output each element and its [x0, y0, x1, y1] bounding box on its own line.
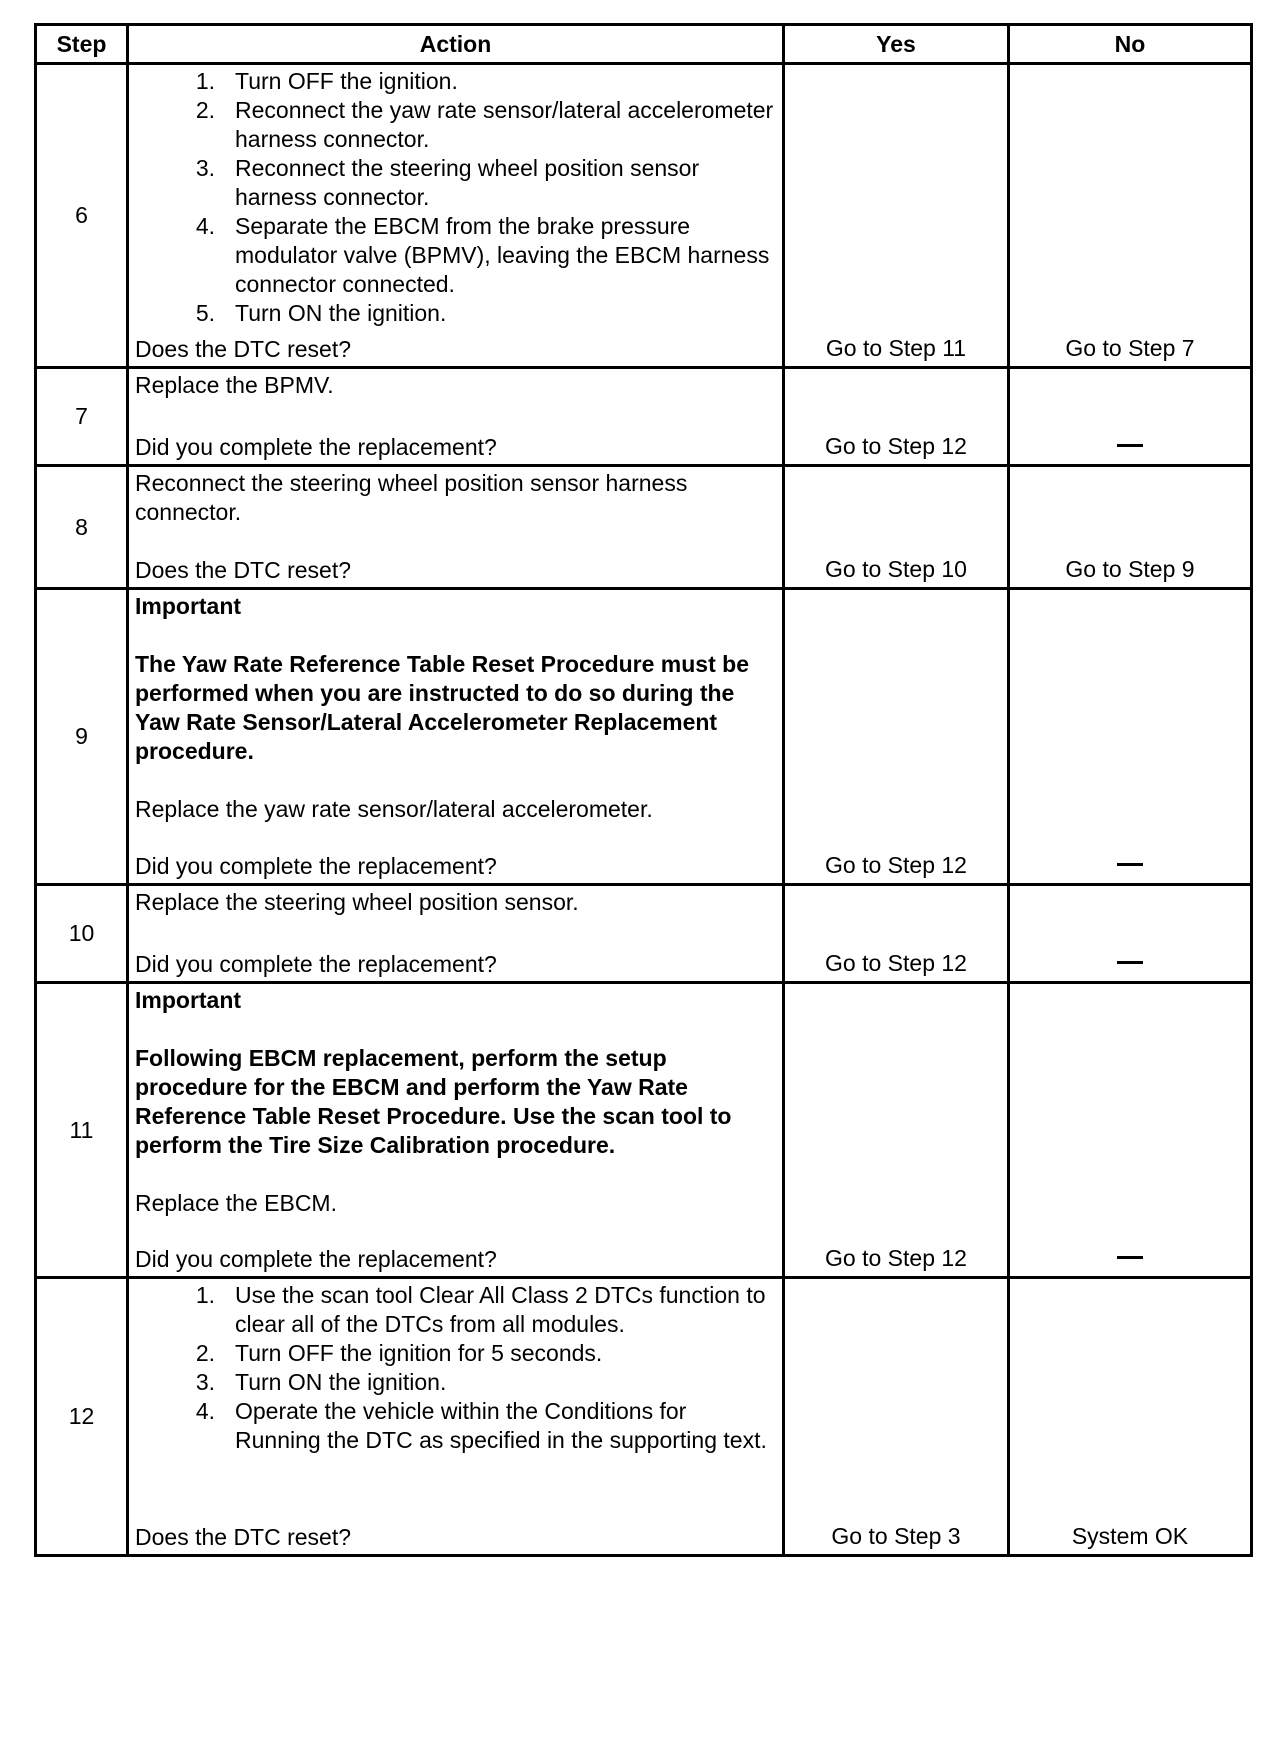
diagnostic-table: [34, 23, 1253, 1557]
no-result: [1009, 589, 1252, 885]
action-cell: [128, 1278, 784, 1556]
yes-result: Go to Step 12: [784, 983, 1009, 1278]
list-item: 1. Turn OFF the ignition.: [195, 68, 458, 94]
step-number: 9: [36, 589, 128, 885]
table-row: [36, 589, 1252, 885]
yes-result: Go to Step 12: [784, 368, 1009, 466]
important-label: Important: [135, 987, 242, 1013]
action-text: Replace the yaw rate sensor/lateral accelerometer.: [135, 796, 653, 822]
no-result: Go to Step 7: [1009, 64, 1252, 368]
list-item: 2. Reconnect the yaw rate sensor/lateral accelerometer harness connector.: [195, 97, 774, 152]
no-result: Go to Step 9: [1009, 466, 1252, 589]
no-result: [1009, 368, 1252, 466]
yes-result: Go to Step 12: [784, 885, 1009, 983]
list-item: 5. Turn ON the ignition.: [195, 300, 447, 326]
header-row: [36, 25, 1252, 64]
header-yes: Yes: [784, 25, 1009, 64]
important-note: The Yaw Rate Reference Table Reset Procedure must be performed when you are instructed to do so during the Yaw Rate Sensor/Lateral Accelerometer Replacement procedure.: [135, 651, 749, 764]
table-row: [36, 885, 1252, 983]
action-cell: [128, 64, 784, 368]
action-text: Reconnect the steering wheel position sensor harness connector.: [135, 470, 688, 525]
yes-result: Go to Step 12: [784, 589, 1009, 885]
action-text: Replace the EBCM.: [135, 1190, 337, 1216]
step-number: 7: [36, 368, 128, 466]
instruction-list: [135, 1281, 778, 1455]
question-text: Did you complete the replacement?: [135, 951, 497, 977]
dash-mark: [1117, 961, 1143, 964]
table-row: [36, 1278, 1252, 1556]
question-text: Did you complete the replacement?: [135, 434, 497, 460]
no-result: [1009, 983, 1252, 1278]
list-item: 4. Operate the vehicle within the Conditions for Running the DTC as specified in the supporting text.: [195, 1398, 767, 1453]
yes-result: Go to Step 3: [784, 1278, 1009, 1556]
action-cell: [128, 589, 784, 885]
header-step: Step: [36, 25, 128, 64]
list-item: 2. Turn OFF the ignition for 5 seconds.: [195, 1340, 603, 1366]
list-item: 3. Turn ON the ignition.: [195, 1369, 447, 1395]
action-cell: [128, 466, 784, 589]
step-number: 8: [36, 466, 128, 589]
dash-mark: [1117, 444, 1143, 447]
step-number: 12: [36, 1278, 128, 1556]
action-text: Replace the BPMV.: [135, 372, 334, 398]
table-row: [36, 466, 1252, 589]
important-label: Important: [135, 593, 242, 619]
action-cell: [128, 368, 784, 466]
table-row: [36, 368, 1252, 466]
header-action: Action: [128, 25, 784, 64]
step-number: 6: [36, 64, 128, 368]
list-item: 3. Reconnect the steering wheel position sensor harness connector.: [195, 155, 700, 210]
step-number: 10: [36, 885, 128, 983]
yes-result: Go to Step 10: [784, 466, 1009, 589]
action-cell: [128, 983, 784, 1278]
list-item: 1. Use the scan tool Clear All Class 2 DTCs function to clear all of the DTCs from all modules.: [195, 1282, 766, 1337]
action-cell: [128, 885, 784, 983]
table-row: [36, 983, 1252, 1278]
question-text: Did you complete the replacement?: [135, 853, 497, 879]
table-row: [36, 64, 1252, 368]
question-text: Did you complete the replacement?: [135, 1246, 497, 1272]
action-text: Replace the steering wheel position sensor.: [135, 889, 579, 915]
no-result: System OK: [1009, 1278, 1252, 1556]
no-result: [1009, 885, 1252, 983]
question-text: Does the DTC reset?: [135, 1524, 352, 1550]
dash-mark: [1117, 1256, 1143, 1259]
instruction-list: [135, 67, 778, 328]
question-text: Does the DTC reset?: [135, 557, 352, 583]
yes-result: Go to Step 11: [784, 64, 1009, 368]
dash-mark: [1117, 863, 1143, 866]
question-text: Does the DTC reset?: [135, 336, 352, 362]
important-note: Following EBCM replacement, perform the setup procedure for the EBCM and perform the Yaw Rate Reference Table Reset Procedure. Use the scan tool to perform the Tire Size Calibration procedure.: [135, 1045, 732, 1158]
list-item: 4. Separate the EBCM from the brake pressure modulator valve (BPMV), leaving the EBCM harness connector connected.: [195, 213, 770, 297]
header-no: No: [1009, 25, 1252, 64]
step-number: 11: [36, 983, 128, 1278]
